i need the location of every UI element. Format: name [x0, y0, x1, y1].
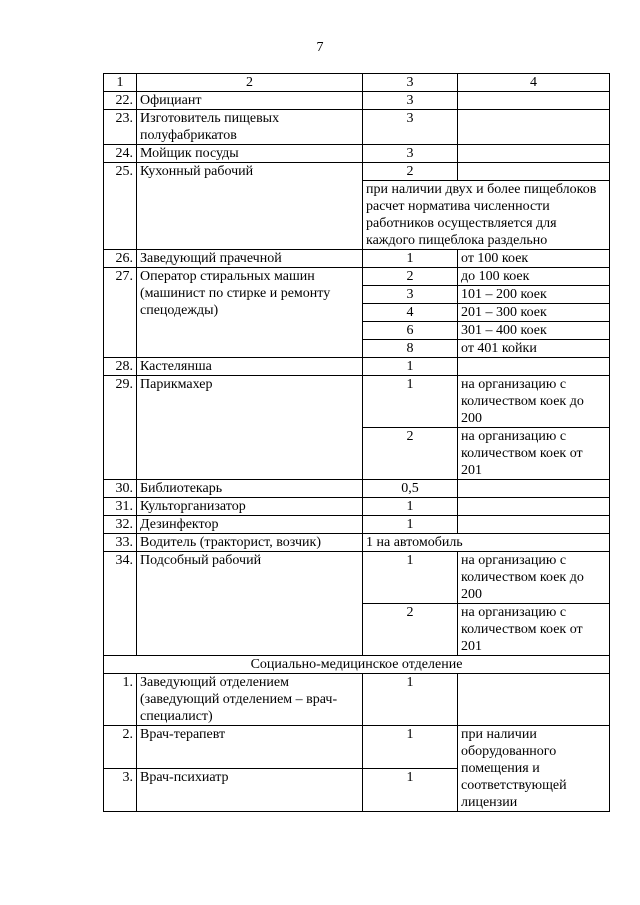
condition: от 401 койки [458, 340, 610, 358]
condition [458, 92, 610, 110]
table-row [104, 534, 610, 552]
header-col-3: 3 [363, 74, 458, 92]
condition [458, 480, 610, 498]
position-name: Оператор стиральных машин (машинист по стирке и ремонту спецодежды) [137, 268, 363, 358]
row-number: 22. [104, 92, 137, 110]
table-row [104, 480, 610, 498]
row-number: 1. [104, 674, 137, 726]
staff-count: 8 [363, 340, 458, 358]
table-row [104, 674, 610, 726]
table-row [104, 163, 610, 181]
table-row [104, 552, 610, 604]
table-row [104, 250, 610, 268]
condition [458, 498, 610, 516]
condition: на организацию с количеством коек от 201 [458, 428, 610, 480]
row-number: 30. [104, 480, 137, 498]
row-number: 34. [104, 552, 137, 656]
staff-count: 1 [363, 358, 458, 376]
position-name: Подсобный рабочий [137, 552, 363, 656]
position-name: Изготовитель пищевых полуфабрикатов [137, 110, 363, 145]
staff-count: 2 [363, 428, 458, 480]
condition [458, 110, 610, 145]
staff-count: 3 [363, 286, 458, 304]
staff-count: 2 [363, 268, 458, 286]
staff-count: 2 [363, 604, 458, 656]
condition: от 100 коек [458, 250, 610, 268]
condition: до 100 коек [458, 268, 610, 286]
position-name: Кухонный рабочий [137, 163, 363, 250]
table-row [104, 268, 610, 286]
condition: 201 – 300 коек [458, 304, 610, 322]
table-row [104, 145, 610, 163]
staff-count: 1 [363, 498, 458, 516]
condition: при наличии оборудованного помещения и соответствующей лицензии [458, 726, 610, 812]
position-name: Официант [137, 92, 363, 110]
position-name: Врач-терапевт [137, 726, 363, 769]
position-name: Библиотекарь [137, 480, 363, 498]
staff-count: 3 [363, 110, 458, 145]
position-name: Кастелянша [137, 358, 363, 376]
staff-count: 1 [363, 376, 458, 428]
header-col-1: 1 [104, 74, 137, 92]
row-number: 2. [104, 726, 137, 769]
header-col-2: 2 [137, 74, 363, 92]
condition: на организацию с количеством коек от 201 [458, 604, 610, 656]
position-name: Парикмахер [137, 376, 363, 480]
staff-count: 1 [363, 674, 458, 726]
position-name: Заведующий отделением (заведующий отделением – врач-специалист) [137, 674, 363, 726]
row-number: 27. [104, 268, 137, 358]
condition: на организацию с количеством коек до 200 [458, 376, 610, 428]
condition [458, 145, 610, 163]
staff-count: 3 [363, 145, 458, 163]
staff-count: 6 [363, 322, 458, 340]
condition: 101 – 200 коек [458, 286, 610, 304]
row-number: 33. [104, 534, 137, 552]
condition [458, 516, 610, 534]
condition: на организацию с количеством коек до 200 [458, 552, 610, 604]
position-name: Культорганизатор [137, 498, 363, 516]
position-name: Водитель (тракторист, возчик) [137, 534, 363, 552]
table-row [104, 376, 610, 428]
position-name: Мойщик посуды [137, 145, 363, 163]
condition [458, 358, 610, 376]
condition [458, 163, 610, 181]
position-name: Дезинфектор [137, 516, 363, 534]
row-number: 26. [104, 250, 137, 268]
row-number: 23. [104, 110, 137, 145]
section-title: Социально-медицинское отделение [104, 656, 610, 674]
header-col-4: 4 [458, 74, 610, 92]
table-row [104, 92, 610, 110]
staff-count: 1 [363, 552, 458, 604]
staff-count: 4 [363, 304, 458, 322]
header-row [104, 74, 610, 92]
page-number: 7 [316, 40, 324, 55]
staff-count: 0,5 [363, 480, 458, 498]
staff-count: 2 [363, 163, 458, 181]
row-number: 28. [104, 358, 137, 376]
staff-count: 1 [363, 516, 458, 534]
table-row [104, 516, 610, 534]
staff-count: 1 [363, 769, 458, 812]
condition [458, 674, 610, 726]
staff-count: 1 [363, 250, 458, 268]
staffing-table [103, 73, 610, 812]
row-number: 29. [104, 376, 137, 480]
row-number: 24. [104, 145, 137, 163]
row-number: 25. [104, 163, 137, 250]
staff-count: 1 на автомобиль [363, 534, 610, 552]
staff-count: 1 [363, 726, 458, 769]
table-row [104, 358, 610, 376]
table-row [104, 726, 610, 769]
section-header-row [104, 656, 610, 674]
condition: 301 – 400 коек [458, 322, 610, 340]
condition-note: при наличии двух и более пищеблоков расчет норматива численности работников осуществляется для каждого пищеблока раздельно [363, 181, 610, 250]
position-name: Врач-психиатр [137, 769, 363, 812]
row-number: 31. [104, 498, 137, 516]
position-name: Заведующий прачечной [137, 250, 363, 268]
row-number: 3. [104, 769, 137, 812]
row-number: 32. [104, 516, 137, 534]
table-row [104, 110, 610, 145]
staff-count: 3 [363, 92, 458, 110]
table-row [104, 498, 610, 516]
